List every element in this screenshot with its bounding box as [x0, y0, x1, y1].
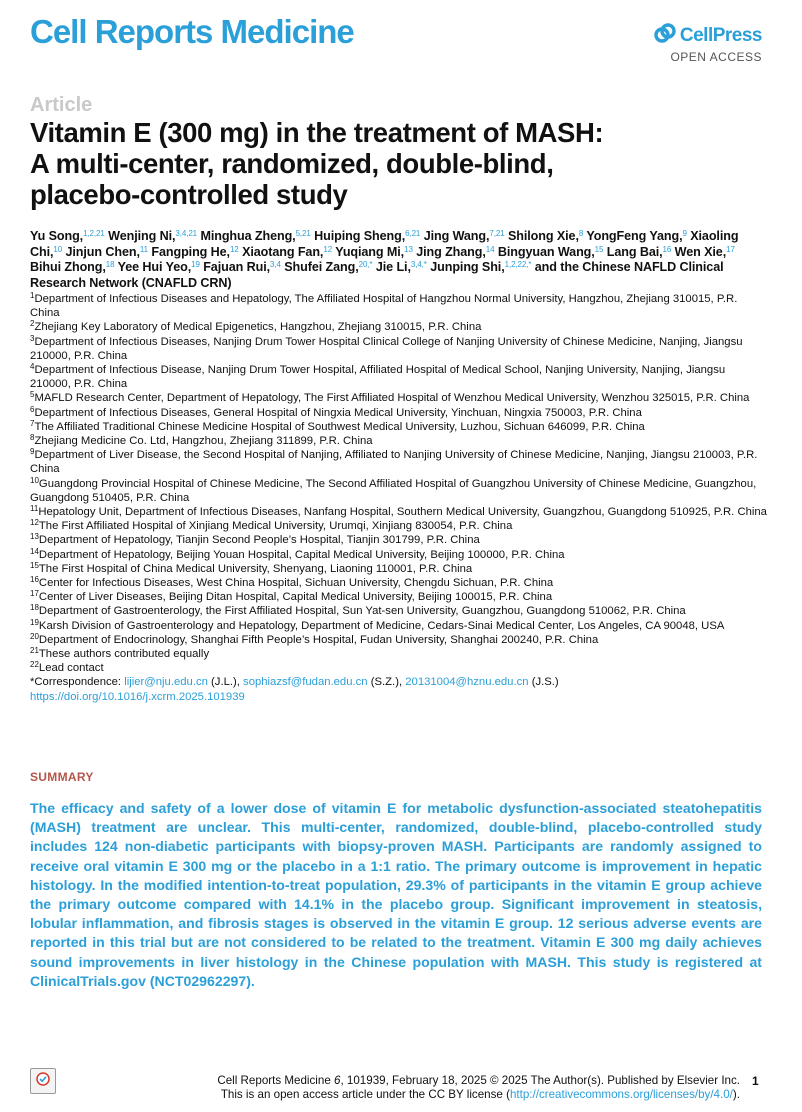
- affiliation-item: [30, 590, 768, 604]
- affiliation-text: Zhejiang Key Laboratory of Medical Epigenetics, Hangzhou, Zhejiang 310015, P.R. China: [34, 321, 482, 334]
- affiliation-number: 13: [30, 532, 39, 542]
- affiliation-item: [30, 335, 768, 363]
- author-list: [30, 229, 768, 291]
- affiliation-item: [30, 619, 768, 633]
- author-affiliation-ref[interactable]: 5,21: [295, 229, 311, 238]
- email-link[interactable]: 20131004@hznu.edu.cn: [405, 676, 529, 689]
- author-name: Jinjun Chen,: [65, 244, 140, 259]
- author-name: Bingyuan Wang,: [497, 244, 595, 259]
- affiliation-text: Guangdong Provincial Hospital of Chinese Medicine, The Second Affiliated Hospital of Guangzhou University of Chinese Medicine, Guangzhou, Guangdong 510405, P.R. China: [30, 477, 757, 504]
- correspondence: [30, 675, 768, 689]
- affiliation-text: These authors contributed equally: [38, 648, 210, 661]
- affiliation-item: [30, 363, 768, 391]
- cellpress-logo-icon: [654, 22, 676, 49]
- affiliation-text: The First Affiliated Hospital of Xinjiang Medical University, Urumqi, Xinjiang 830054, P.R. China: [38, 520, 513, 533]
- affiliation-number: 17: [30, 589, 39, 599]
- affiliation-item: [30, 292, 768, 320]
- summary-text: The efficacy and safety of a lower dose of vitamin E for metabolic dysfunction-associated steatohepatitis (MASH) treatment are unclear. This multi-center, randomized, double-blind, placebo-controlled study includes 124 non-diabetic participants with biopsy-proven MASH. Participants are randomly assigned to receive oral vitamin E 300 mg or the placebo in a 1:1 ratio. The primary outcome is improvement in hepatic histology. In the modified intention-to-treat population, 29.3% of participants in the vitamin E group achieve the primary outcome compared with 14.1% in the placebo group. Significant improvement in steatosis, lobular inflammation, and fibrosis stages is observed in the vitamin E group. 12 serious adverse events are reported in this trial but are not considered to be related to the treatment. Vitamin E 300 mg daily achieves sound improvements in liver histology in the Chinese population with MASH. This study is registered at ClinicalTrials.gov (NCT02962297).: [30, 800, 762, 989]
- affiliation-number: 1: [30, 291, 35, 300]
- author-name: Wenjing Ni,: [108, 229, 176, 243]
- affiliations: [30, 292, 768, 704]
- check-for-updates-badge[interactable]: [30, 1068, 56, 1094]
- affiliation-number: 22: [30, 660, 39, 670]
- correspondence-initials: (J.L.),: [211, 676, 240, 689]
- affiliation-item: [30, 576, 768, 590]
- affiliation-text: The First Hospital of China Medical University, Shenyang, Liaoning 110001, P.R. China: [38, 562, 473, 575]
- affiliation-item: [30, 604, 768, 618]
- affiliation-number: 11: [30, 504, 39, 514]
- author-affiliation-ref[interactable]: 8: [578, 229, 584, 238]
- author-name: Fangping He,: [151, 244, 230, 259]
- affiliation-number: 20: [30, 631, 39, 641]
- affiliation-text: Department of Infectious Diseases, General Hospital of Ningxia Medical University, Yinchuan, Ningxia 750003, P.R. China: [34, 406, 642, 419]
- affiliation-number: 2: [30, 319, 35, 329]
- affiliation-item: [30, 633, 768, 647]
- affiliation-item: [30, 519, 768, 533]
- license-link[interactable]: http://creativecommons.org/licenses/by/4.0/: [509, 1088, 733, 1101]
- affiliation-number: 15: [30, 560, 39, 570]
- affiliation-text: Department of Hepatology, Tianjin Second People’s Hospital, Tianjin 301799, P.R. China: [38, 534, 480, 547]
- check-updates-icon: [35, 1071, 51, 1092]
- affiliation-item: [30, 448, 768, 476]
- affiliation-item: [30, 533, 768, 547]
- affiliation-number: 12: [30, 518, 39, 528]
- citation-volume: 6: [334, 1074, 341, 1087]
- publisher-name: CellPress: [679, 24, 762, 46]
- affiliation-number: 16: [30, 575, 39, 585]
- correspondence-initials: (S.Z.),: [370, 676, 403, 689]
- affiliation-item: [30, 661, 768, 675]
- affiliation-item: [30, 505, 768, 519]
- citation-line: [150, 1074, 740, 1088]
- affiliation-text: Department of Endocrinology, Shanghai Fifth People’s Hospital, Fudan University, Shanghai 200240, P.R. China: [38, 633, 599, 646]
- author-affiliation-ref[interactable]: 12: [229, 244, 239, 254]
- citation-details: , 101939, February 18, 2025 © 2025 The Author(s). Published by Elsevier Inc.: [340, 1074, 740, 1087]
- affiliation-number: 9: [30, 447, 35, 457]
- author-name: Junping Shi,: [430, 260, 505, 274]
- article-title: [30, 117, 750, 210]
- author-name: Lang Bai,: [606, 244, 663, 259]
- citation-journal: Cell Reports Medicine: [217, 1074, 331, 1087]
- article-type: Article: [30, 94, 93, 116]
- author-affiliation-ref[interactable]: 1,2,22,*: [504, 260, 532, 269]
- affiliation-item: [30, 647, 768, 661]
- affiliation-item: [30, 548, 768, 562]
- affiliation-number: 5: [30, 390, 35, 400]
- author-affiliation-ref[interactable]: 17: [726, 244, 735, 254]
- affiliation-text: Department of Infectious Diseases, Nanjing Drum Tower Hospital Clinical College of Nanjing University of Chinese Medicine, Nanjing, Jiangsu 210000, P.R. China: [30, 335, 743, 362]
- correspondence-initials: (J.S.): [531, 676, 559, 689]
- affiliation-number: 6: [30, 404, 35, 414]
- affiliation-number: 18: [30, 603, 39, 613]
- affiliation-item: [30, 562, 768, 576]
- affiliation-item: [30, 320, 768, 334]
- author-name: Yu Song,: [30, 229, 84, 243]
- affiliation-item: [30, 406, 768, 420]
- author-affiliation-ref[interactable]: 19: [191, 260, 200, 269]
- author-affiliation-ref[interactable]: 10: [53, 244, 63, 254]
- author-affiliation-ref[interactable]: 12: [323, 244, 333, 254]
- affiliation-number: 21: [30, 646, 39, 656]
- affiliation-item: [30, 434, 768, 448]
- author-affiliation-ref[interactable]: 3,4,21: [175, 229, 198, 238]
- title-line: Vitamin E (300 mg) in the treatment of MASH:: [30, 117, 604, 148]
- author-name: Wen Xie,: [674, 244, 727, 259]
- license-text-end: ).: [732, 1088, 740, 1101]
- affiliation-text: MAFLD Research Center, Department of Hepatology, The First Affiliated Hospital of Wenzhou Medical University, Wenzhou 325015, P.R. China: [34, 392, 750, 405]
- publisher-logo: [654, 22, 762, 64]
- affiliation-number: 14: [30, 546, 39, 556]
- affiliation-text: The Affiliated Traditional Chinese Medicine Hospital of Southwest Medical University, Luzhou, Sichuan 646099, P.R. China: [34, 420, 645, 433]
- affiliation-text: Department of Hepatology, Beijing Youan Hospital, Capital Medical University, Beijing 100000, P.R. China: [38, 548, 565, 561]
- author-affiliation-ref[interactable]: 14: [485, 244, 495, 254]
- author-affiliation-ref[interactable]: 3,4,*: [410, 260, 427, 269]
- author-affiliation-ref[interactable]: 20,*: [358, 260, 373, 269]
- journal-title: Cell Reports Medicine: [30, 13, 354, 50]
- author-affiliation-ref[interactable]: 16: [662, 244, 672, 254]
- author-name: Minghua Zheng,: [200, 229, 296, 243]
- author-name: Yee Hui Yeo,: [117, 260, 192, 274]
- affiliation-text: Department of Infectious Diseases and Hepatology, The Affiliated Hospital of Hangzhou Normal University, Hangzhou, Zhejiang 310015, P.R. China: [30, 293, 738, 320]
- email-link[interactable]: sophiazsf@fudan.edu.cn: [243, 676, 368, 689]
- title-line: placebo-controlled study: [30, 179, 348, 210]
- author-affiliation-ref[interactable]: 15: [594, 244, 604, 254]
- license-text: This is an open access article under the CC BY license (: [220, 1088, 510, 1101]
- affiliation-number: 3: [30, 333, 35, 343]
- author-name: Yuqiang Mi,: [335, 244, 405, 259]
- author-name: YongFeng Yang,: [586, 229, 683, 243]
- affiliation-text: Department of Infectious Disease, Nanjing Drum Tower Hospital, Affiliated Hospital of Medical School, Nanjing University, Nanjing, Jiangsu 210000, P.R. China: [30, 364, 726, 391]
- author-name: Shufei Zang,: [284, 260, 359, 274]
- author-name: Shilong Xie,: [507, 229, 579, 243]
- affiliation-text: Department of Liver Disease, the Second Hospital of Nanjing, Affiliated to Nanjing University of Chinese Medicine, Nanjing, Jiangsu 210003, P.R. China: [30, 449, 758, 476]
- affiliation-number: 7: [30, 418, 35, 428]
- affiliation-text: Zhejiang Medicine Co. Ltd, Hangzhou, Zhejiang 311899, P.R. China: [34, 435, 373, 448]
- page-footer: [150, 1074, 740, 1102]
- author-affiliation-ref[interactable]: 9: [682, 229, 687, 238]
- author-group: and the Chinese NAFLD Clinical Research Network (CNAFLD CRN): [30, 260, 724, 290]
- open-access-label: OPEN ACCESS: [670, 50, 762, 64]
- affiliation-number: 4: [30, 362, 35, 372]
- author-name: Xiaoling Chi,: [30, 229, 739, 259]
- affiliation-text: Hepatology Unit, Department of Infectious Diseases, Nanfang Hospital, Southern Medical University, Guangzhou, Guangdong 510925, P.R. China: [38, 506, 767, 519]
- author-affiliation-ref[interactable]: 1,2,21: [83, 229, 105, 238]
- author-name: Huiping Sheng,: [314, 229, 406, 243]
- affiliation-text: Center for Infectious Diseases, West China Hospital, Sichuan University, Chengdu Sichuan, P.R. China: [38, 577, 554, 590]
- author-affiliation-ref[interactable]: 11: [139, 244, 148, 254]
- license-line: [150, 1088, 740, 1102]
- affiliation-item: [30, 391, 768, 405]
- affiliation-item: [30, 477, 768, 505]
- affiliation-number: 19: [30, 617, 39, 627]
- author-affiliation-ref[interactable]: 18: [105, 260, 115, 269]
- author-affiliation-ref[interactable]: 3,4: [270, 260, 281, 269]
- author-affiliation-ref[interactable]: 13: [404, 244, 413, 254]
- affiliation-item: [30, 420, 768, 434]
- author-name: Xiaotang Fan,: [242, 244, 324, 259]
- author-name: Fajuan Rui,: [203, 260, 270, 274]
- author-name: Jing Wang,: [423, 229, 490, 243]
- affiliation-number: 8: [30, 433, 35, 443]
- author-name: Jie Li,: [375, 260, 411, 274]
- author-affiliation-ref[interactable]: 6,21: [405, 229, 421, 238]
- correspondence-label: *Correspondence:: [30, 676, 122, 689]
- affiliation-number: 10: [30, 475, 39, 485]
- author-name: Jing Zhang,: [416, 244, 486, 259]
- title-line: A multi-center, randomized, double-blind,: [30, 148, 554, 179]
- affiliation-text: Lead contact: [38, 662, 104, 675]
- doi-link[interactable]: https://doi.org/10.1016/j.xcrm.2025.101939: [30, 690, 245, 703]
- page-number: 1: [752, 1074, 759, 1088]
- author-name: Bihui Zhong,: [30, 260, 106, 274]
- summary-heading: SUMMARY: [30, 770, 94, 784]
- affiliation-text: Center of Liver Diseases, Beijing Ditan Hospital, Capital Medical University, Beijing 100015, P.R. China: [38, 591, 553, 604]
- affiliation-text: Karsh Division of Gastroenterology and Hepatology, Department of Medicine, Cedars-Sinai Medical Center, Los Angeles, CA 90048, USA: [38, 619, 725, 632]
- affiliation-text: Department of Gastroenterology, the First Affiliated Hospital, Sun Yat-sen University, Guangzhou, Guangdong 510062, P.R. China: [38, 605, 686, 618]
- author-affiliation-ref[interactable]: 7,21: [489, 229, 505, 238]
- email-link[interactable]: lijier@nju.edu.cn: [124, 676, 208, 689]
